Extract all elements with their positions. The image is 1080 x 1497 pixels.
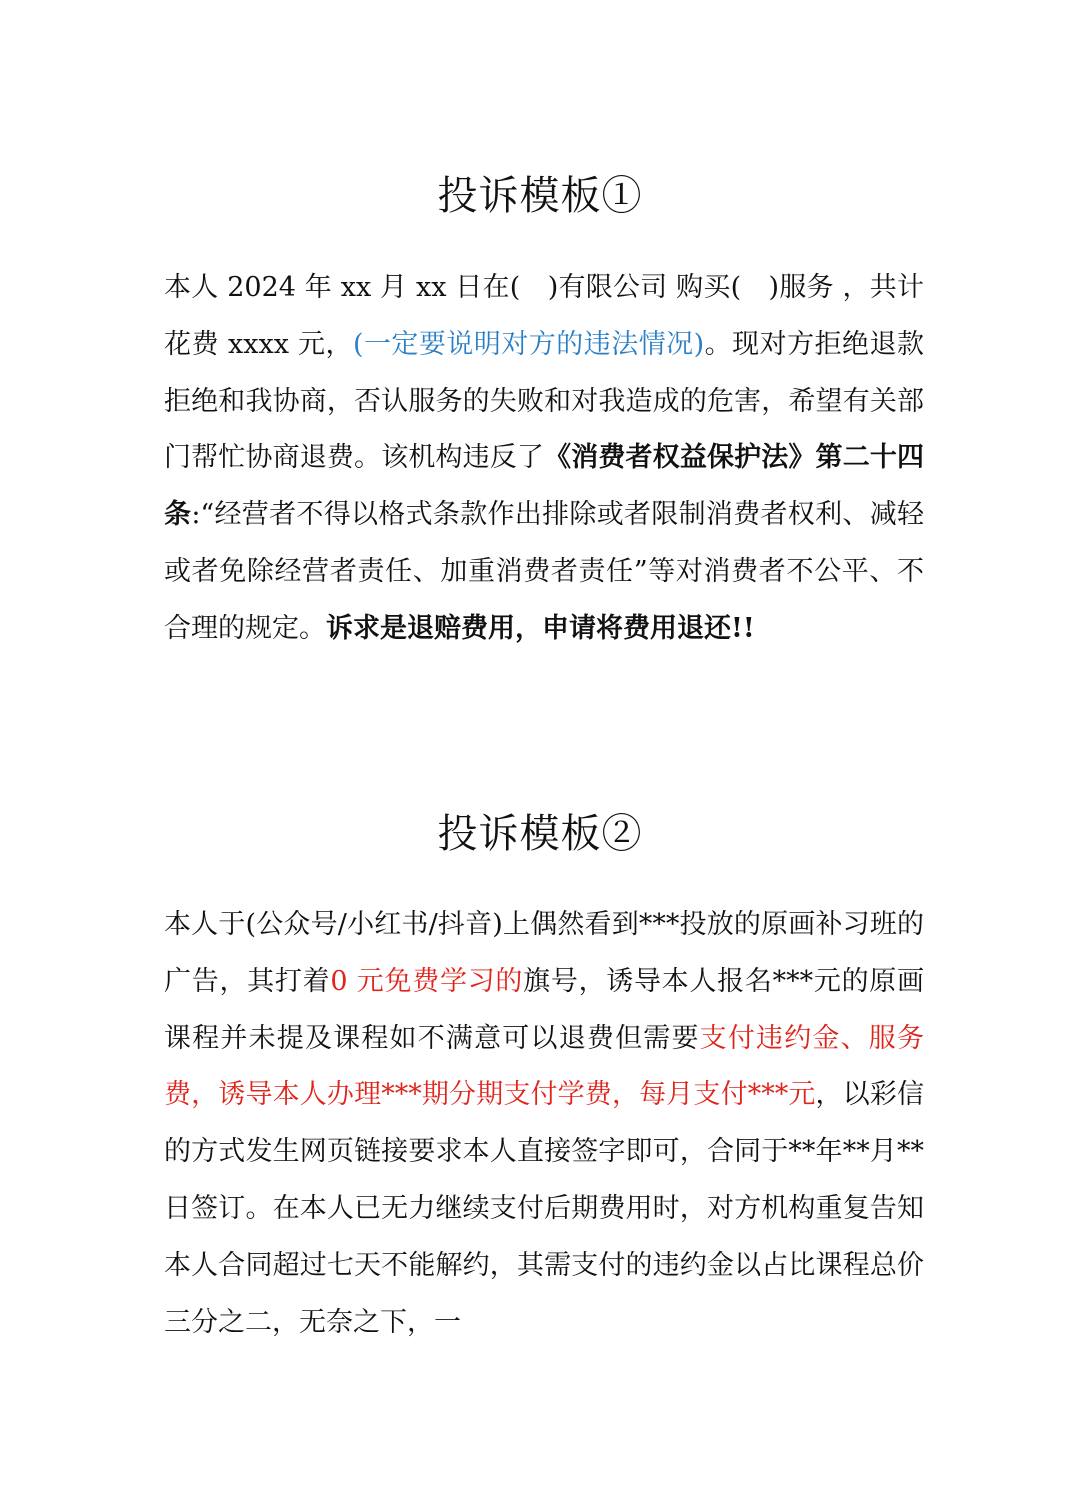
law-citation: 《消费者权益保护法》第二十四条 [164, 442, 925, 531]
template-1-segment: :“经营者不得以格式条款作出排除或者限制消费者权利、减轻或者免除经营者责任、加重消费者责任”等对消费者不公平、不合理的规定。 [164, 499, 925, 644]
violation-note: (一定要说明对方的违法情况) [352, 328, 705, 360]
free-study-highlight: 0 元免费学习的 [330, 965, 524, 997]
installment-highlight: 支付违约金、服务费，诱导本人办理***期分期支付学费，每月支付***元 [164, 1022, 925, 1111]
template-1-segment: 本人 2024 年 xx 月 xx 日在( )有限公司 购买( )服务 ，共计花费 xxxx 元， [164, 272, 924, 360]
template-2-segment: ，以彩信的方式发生网页链接要求本人直接签字即可，合同于**年**月**日签订。在本人已无力继续支付后期费用时，对方机构重复告知本人合同超过七天不能解约，其需支付的违约金以占比课程总价三分之二，无奈之下，一 [164, 1079, 925, 1338]
template-2-body [164, 897, 924, 1351]
template-1-body [164, 260, 924, 658]
template-2-segment: 本人于(公众号/小红书/抖音)上偶然看到***投放的原画补习班的广告，其打着 [164, 909, 924, 997]
template-2-segment: 旗号，诱导本人报名***元的原画课程并未提及课程如不满意可以退费但需要 [164, 965, 925, 1054]
template-2-title: 投诉模板② [437, 811, 643, 857]
refund-demand: 诉求是退赔费用，申请将费用退还!! [326, 612, 755, 644]
template-1-title: 投诉模板① [437, 173, 643, 219]
template-1-segment: 。现对方拒绝退款拒绝和我协商，否认服务的失败和对我造成的危害，希望有关部门帮忙协商退费。该机构违反了 [164, 328, 925, 474]
